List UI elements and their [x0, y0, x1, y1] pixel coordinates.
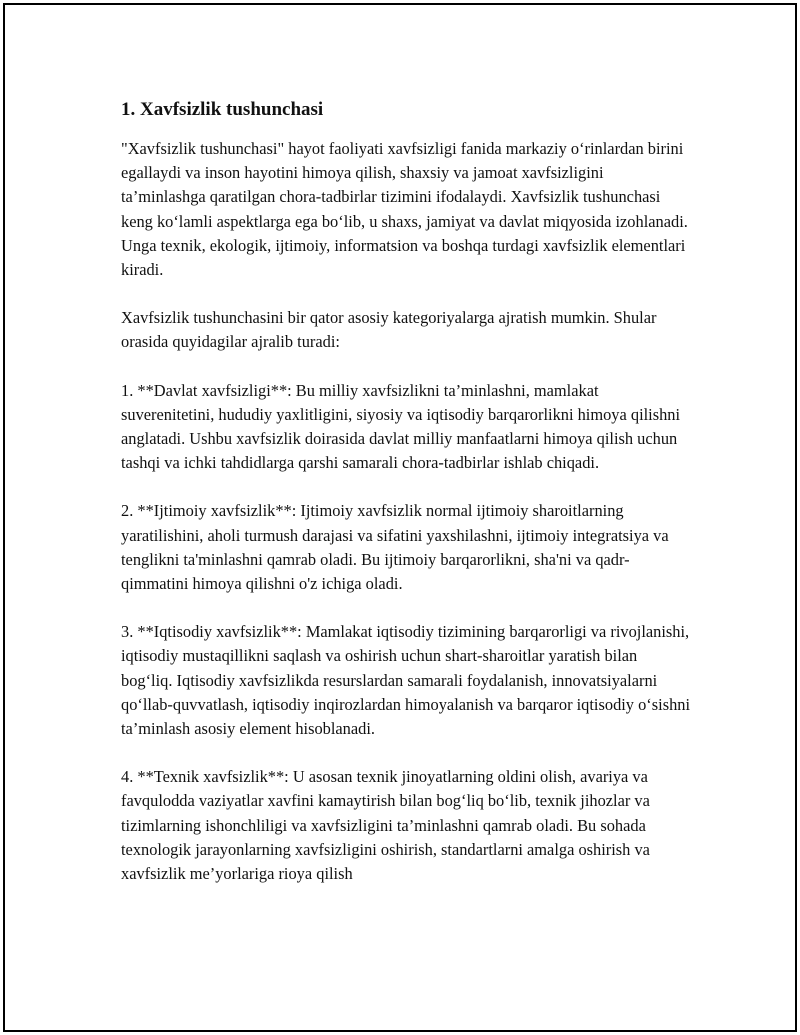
- paragraph-categories: Xavfsizlik tushunchasini bir qator asosiy kategoriyalarga ajratish mumkin. Shular orasida quyidagilar ajralib turadi:: [121, 308, 657, 352]
- paragraph-state-security: 1. **Davlat xavfsizligi**: Bu milliy xavfsizlikni ta’minlashni, mamlakat suverenitetini, hududiy yaxlitligini, siyosiy va iqtisodiy barqarorlikni himoya qilishni anglatadi. Ushbu xavfsizlik doirasida davlat milliy manfaatlarni himoya qilish uchun tashqi va ichki tahdidlarga qarshi samarali chora-tadbirlar ishlab chiqadi.: [121, 380, 681, 473]
- paragraph-economic-security: 3. **Iqtisodiy xavfsizlik**: Mamlakat iqtisodiy tizimining barqarorligi va rivojlanishi, iqtisodiy mustaqillikni saqlash va oshirish uchun shart-sharoitlar yaratish bilan bog‘liq. Iqtisodiy xavfsizlikda resurslardan samarali foydalanish, innovatsiyalarni qo‘llab-quvvatlash, iqtisodiy inqirozlardan himoyalanish va barqaror iqtisodiy o‘sishni ta’minlash asosiy element hisoblanadi.: [121, 622, 691, 739]
- document-page: [3, 3, 797, 1032]
- section-heading: 1. Xavfsizlik tushunchasi: [121, 99, 324, 120]
- document-content: [121, 95, 691, 910]
- paragraph-intro: "Xavfsizlik tushunchasi" hayot faoliyati xavfsizligi fanida markaziy o‘rinlardan birini egallaydi va inson hayotini himoya qilish, shaxsiy va jamoat xavfsizligini ta’minlashga qaratilgan chora-tadbirlar tizimini ifodalaydi. Xavfsizlik tushunchasi keng ko‘lamli aspektlarga ega bo‘lib, u shaxs, jamiyat va davlat miqyosida izohlanadi. Unga texnik, ekologik, ijtimoiy, informatsion va boshqa turdagi xavfsizlik elementlari kiradi.: [121, 139, 688, 280]
- paragraph-technical-security: 4. **Texnik xavfsizlik**: U asosan texnik jinoyatlarning oldini olish, avariya va favqulodda vaziyatlar xavfini kamaytirish bilan bog‘liq bo‘lib, texnik jihozlar va tizimlarning ishonchliligi va xavfsizligini ta’minlashni qamrab oladi. Bu sohada texnologik jarayonlarning xavfsizligini oshirish, standartlarni amalga oshirish va xavfsizlik me’yorlariga rioya qilish: [121, 767, 650, 884]
- paragraph-social-security: 2. **Ijtimoiy xavfsizlik**: Ijtimoiy xavfsizlik normal ijtimoiy sharoitlarning yaratilishini, aholi turmush darajasi va sifatini yaxshilashni, ijtimoiy integratsiya va tenglikni ta'minlashni qamrab oladi. Bu ijtimoiy barqarorlikni, sha'ni va qadr-qimmatini himoya qilishni o'z ichiga oladi.: [121, 501, 669, 594]
